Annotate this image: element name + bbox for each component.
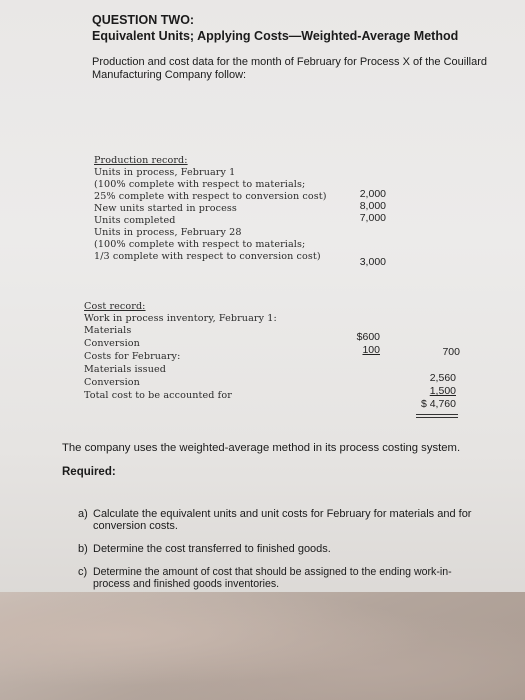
production-line: 1/3 complete with respect to conversion cost): [94, 251, 321, 262]
cost-line: Conversion: [84, 338, 140, 349]
required-item-letter: b): [78, 543, 88, 555]
cost-record-heading: Cost record:: [84, 301, 146, 312]
double-underline: [416, 414, 458, 415]
production-line: New units started in process: [94, 203, 237, 214]
intro-line-1: Production and cost data for the month of February for Process X of the Couillard: [92, 56, 487, 68]
wip-conversion-value: 100: [362, 344, 380, 356]
feb-conversion-value: 1,500: [429, 385, 456, 397]
total-cost-value: $ 4,760: [420, 398, 456, 410]
wip-materials-value: $600: [356, 331, 380, 343]
required-label: Required:: [62, 466, 116, 478]
cost-line: Materials issued: [84, 364, 167, 375]
production-line: Units in process, February 1: [94, 167, 236, 178]
units-in-process-feb28-value: 3,000: [359, 256, 386, 268]
required-item-text: Determine the cost transferred to finished goods.: [93, 543, 331, 555]
cost-line: Materials: [84, 325, 132, 336]
cost-line: Work in process inventory, February 1:: [84, 313, 277, 324]
required-item-text: Determine the amount of cost that should be assigned to the ending work-in-: [93, 566, 452, 578]
double-underline: [416, 417, 458, 418]
production-line: (100% complete with respect to materials;: [94, 239, 306, 250]
intro-line-2: Manufacturing Company follow:: [92, 69, 247, 81]
production-line: Units in process, February 28: [94, 227, 242, 238]
background-fabric: [0, 592, 525, 700]
production-line: Units completed: [94, 215, 176, 226]
required-item-text: Calculate the equivalent units and unit costs for February for materials and for: [93, 508, 472, 520]
units-in-process-feb1-value: 2,000: [359, 188, 386, 200]
method-note: The company uses the weighted-average method in its process costing system.: [62, 442, 461, 454]
required-item-text: conversion costs.: [93, 520, 178, 532]
question-subtitle: Equivalent Units; Applying Costs—Weighted-Average Method: [92, 29, 459, 43]
cost-line: Conversion: [84, 377, 140, 388]
required-item-text: process and finished goods inventories.: [93, 578, 280, 590]
cost-line: Total cost to be accounted for: [84, 390, 232, 401]
production-line: (100% complete with respect to materials;: [94, 179, 306, 190]
production-record-heading: Production record:: [94, 155, 188, 166]
production-line: 25% complete with respect to conversion cost): [94, 191, 327, 202]
question-title: QUESTION TWO:: [92, 13, 195, 27]
required-item-letter: a): [78, 508, 88, 520]
cost-line: Costs for February:: [84, 351, 181, 362]
new-units-started-value: 8,000: [359, 200, 386, 212]
required-item-letter: c): [78, 566, 88, 578]
wip-total-value: 700: [442, 346, 460, 358]
feb-materials-value: 2,560: [429, 372, 456, 384]
units-completed-value: 7,000: [359, 212, 386, 224]
